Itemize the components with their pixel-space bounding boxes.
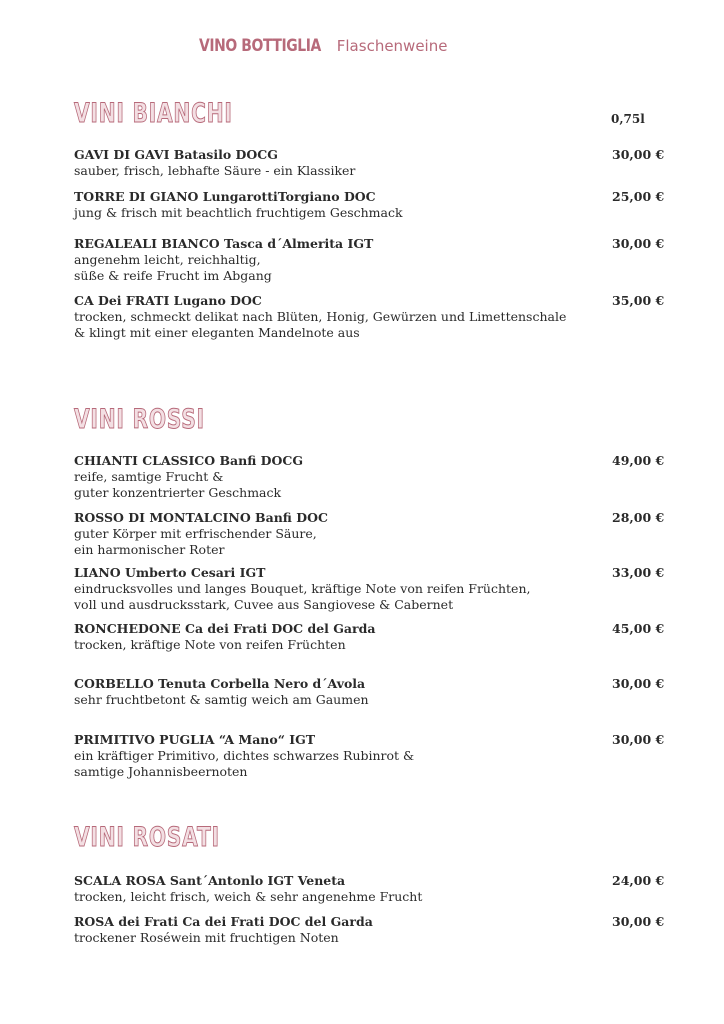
- wine-item: [74, 236, 674, 284]
- wine-desc: voll und ausdrucksstark, Cuvee aus Sangiovese & Cabernet: [74, 597, 454, 612]
- page-header: [199, 36, 447, 56]
- wine-desc: angenehm leicht, reichhaltig,: [74, 252, 261, 267]
- header-subtitle: Flaschenweine: [336, 37, 448, 55]
- wine-item: [74, 676, 674, 708]
- volume-label: 0,75l: [611, 112, 645, 126]
- wine-desc: trocken, leicht frisch, weich & sehr angenehme Frucht: [74, 889, 423, 904]
- wine-desc: trockener Roséwein mit fruchtigen Noten: [74, 930, 339, 945]
- wine-item: [74, 621, 674, 653]
- section-title-rosati: VINI ROSATI: [74, 822, 220, 853]
- wine-name: CA Dei FRATI Lugano DOC: [74, 293, 262, 308]
- wine-desc: samtige Johannisbeernoten: [74, 764, 248, 779]
- wine-name: RONCHEDONE Ca dei Frati DOC del Garda: [74, 621, 376, 636]
- wine-desc: trocken, kräftige Note von reifen Früchten: [74, 637, 346, 652]
- wine-name: REGALEALI BIANCO Tasca d´Almerita IGT: [74, 236, 374, 251]
- wine-desc: jung & frisch mit beachtlich fruchtigem Geschmack: [74, 205, 403, 220]
- wine-item: [74, 732, 674, 780]
- wine-price: 45,00 €: [612, 621, 665, 636]
- wine-price: 33,00 €: [612, 565, 665, 580]
- wine-price: 30,00 €: [612, 676, 665, 691]
- wine-item: [74, 293, 674, 341]
- wine-price: 30,00 €: [612, 914, 665, 929]
- wine-item: [74, 914, 674, 946]
- wine-desc: ein kräftiger Primitivo, dichtes schwarzes Rubinrot &: [74, 748, 415, 763]
- wine-name: PRIMITIVO PUGLIA “A Mano“ IGT: [74, 732, 316, 747]
- wine-price: 35,00 €: [612, 293, 665, 308]
- wine-item: [74, 189, 674, 221]
- wine-desc: trocken, schmeckt delikat nach Blüten, Honig, Gewürzen und Limettenschale: [74, 309, 567, 324]
- wine-item: [74, 510, 674, 558]
- wine-name: GAVI DI GAVI Batasilo DOCG: [74, 147, 278, 162]
- wine-name: LIANO Umberto Cesari IGT: [74, 565, 266, 580]
- wine-name: ROSA dei Frati Ca dei Frati DOC del Garda: [74, 914, 373, 929]
- wine-name: CHIANTI CLASSICO Banfi DOCG: [74, 453, 304, 468]
- section-title-bianchi: VINI BIANCHI: [74, 98, 233, 129]
- wine-price: 30,00 €: [612, 236, 665, 251]
- wine-desc: sauber, frisch, lebhafte Säure - ein Klassiker: [74, 163, 356, 178]
- wine-price: 30,00 €: [612, 732, 665, 747]
- wine-desc: guter Körper mit erfrischender Säure,: [74, 526, 317, 541]
- wine-item: [74, 873, 674, 905]
- wine-item: [74, 565, 674, 613]
- wine-desc: reife, samtige Frucht &: [74, 469, 224, 484]
- wine-price: 49,00 €: [612, 453, 665, 468]
- wine-price: 28,00 €: [612, 510, 665, 525]
- wine-desc: & klingt mit einer eleganten Mandelnote aus: [74, 325, 360, 340]
- wine-name: TORRE DI GIANO LungarottiTorgiano DOC: [74, 189, 376, 204]
- wine-price: 24,00 €: [612, 873, 665, 888]
- wine-name: CORBELLO Tenuta Corbella Nero d´Avola: [74, 676, 366, 691]
- section-title-rossi: VINI ROSSI: [74, 404, 205, 435]
- wine-desc: eindrucksvolles und langes Bouquet, kräftige Note von reifen Früchten,: [74, 581, 531, 596]
- wine-desc: guter konzentrierter Geschmack: [74, 485, 282, 500]
- wine-desc: sehr fruchtbetont & samtig weich am Gaumen: [74, 692, 369, 707]
- wine-desc: ein harmonischer Roter: [74, 542, 225, 557]
- wine-desc: süße & reife Frucht im Abgang: [74, 268, 272, 283]
- wine-price: 25,00 €: [612, 189, 665, 204]
- wine-name: SCALA ROSA Sant´Antonlo IGT Veneta: [74, 873, 346, 888]
- wine-item: [74, 147, 674, 179]
- wine-name: ROSSO DI MONTALCINO Banfi DOC: [74, 510, 328, 525]
- header-title: VINO BOTTIGLIA: [199, 36, 321, 56]
- wine-price: 30,00 €: [612, 147, 665, 162]
- wine-item: [74, 453, 674, 501]
